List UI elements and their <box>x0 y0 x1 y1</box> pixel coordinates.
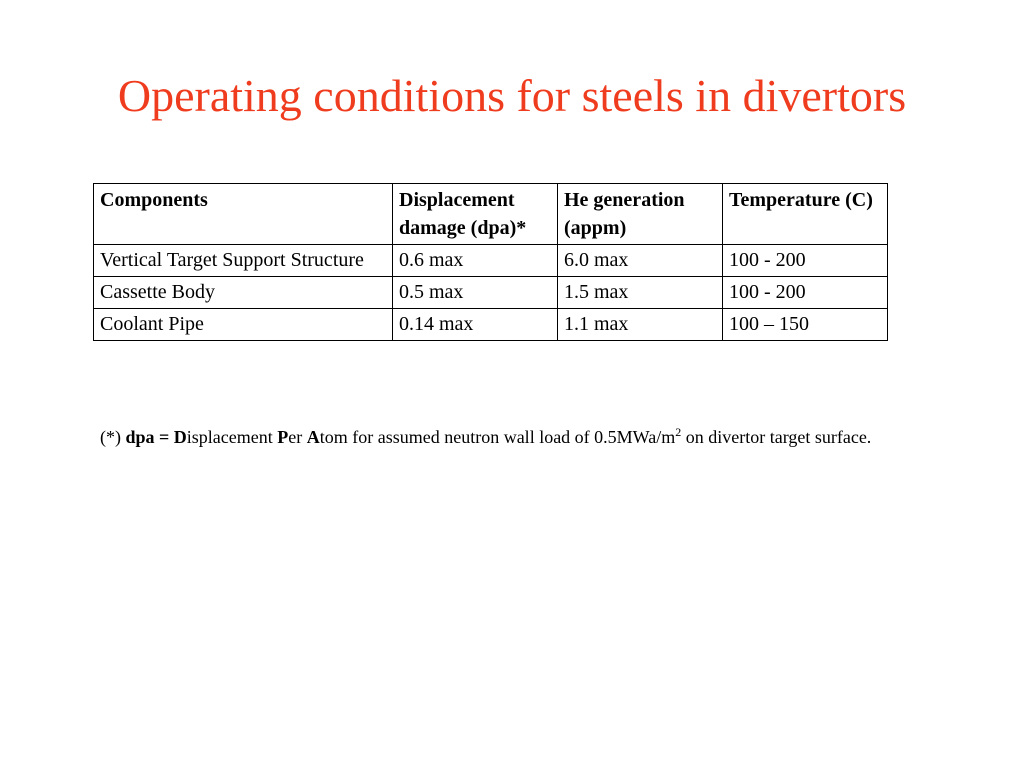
cell-displacement: 0.14 max <box>393 309 558 341</box>
table-row <box>94 277 888 309</box>
cell-displacement: 0.5 max <box>393 277 558 309</box>
slide-title: Operating conditions for steels in divertors <box>117 70 907 121</box>
table-header-row <box>94 184 888 245</box>
cell-component: Coolant Pipe <box>94 309 393 341</box>
header-components: Components <box>94 184 393 245</box>
cell-component: Cassette Body <box>94 277 393 309</box>
cell-he: 6.0 max <box>558 245 723 277</box>
operating-conditions-table <box>93 183 888 341</box>
cell-component: Vertical Target Support Structure <box>94 245 393 277</box>
footnote-p-letter: P <box>277 427 289 447</box>
cell-he: 1.1 max <box>558 309 723 341</box>
header-temperature: Temperature (C) <box>723 184 888 245</box>
cell-temperature: 100 - 200 <box>723 277 888 309</box>
footnote-a-letter: A <box>306 427 320 447</box>
footnote-dpa: dpa = <box>125 427 174 447</box>
footnote-a-rest: tom for assumed neutron wall load of 0.5MWa/m <box>319 427 676 447</box>
footnote <box>100 425 890 450</box>
footnote-d-rest: isplacement <box>186 427 278 447</box>
table-row <box>94 309 888 341</box>
footnote-d-letter: D <box>173 427 187 447</box>
cell-he: 1.5 max <box>558 277 723 309</box>
cell-temperature: 100 - 200 <box>723 245 888 277</box>
footnote-prefix: (*) <box>100 427 126 447</box>
header-displacement-damage: Displacement damage (dpa)* <box>393 184 558 245</box>
table-row <box>94 245 888 277</box>
cell-displacement: 0.6 max <box>393 245 558 277</box>
footnote-p-rest: er <box>288 427 307 447</box>
footnote-superscript: 2 <box>675 425 682 439</box>
cell-temperature: 100 – 150 <box>723 309 888 341</box>
footnote-suffix: on divertor target surface. <box>681 427 872 447</box>
header-he-generation: He generation (appm) <box>558 184 723 245</box>
